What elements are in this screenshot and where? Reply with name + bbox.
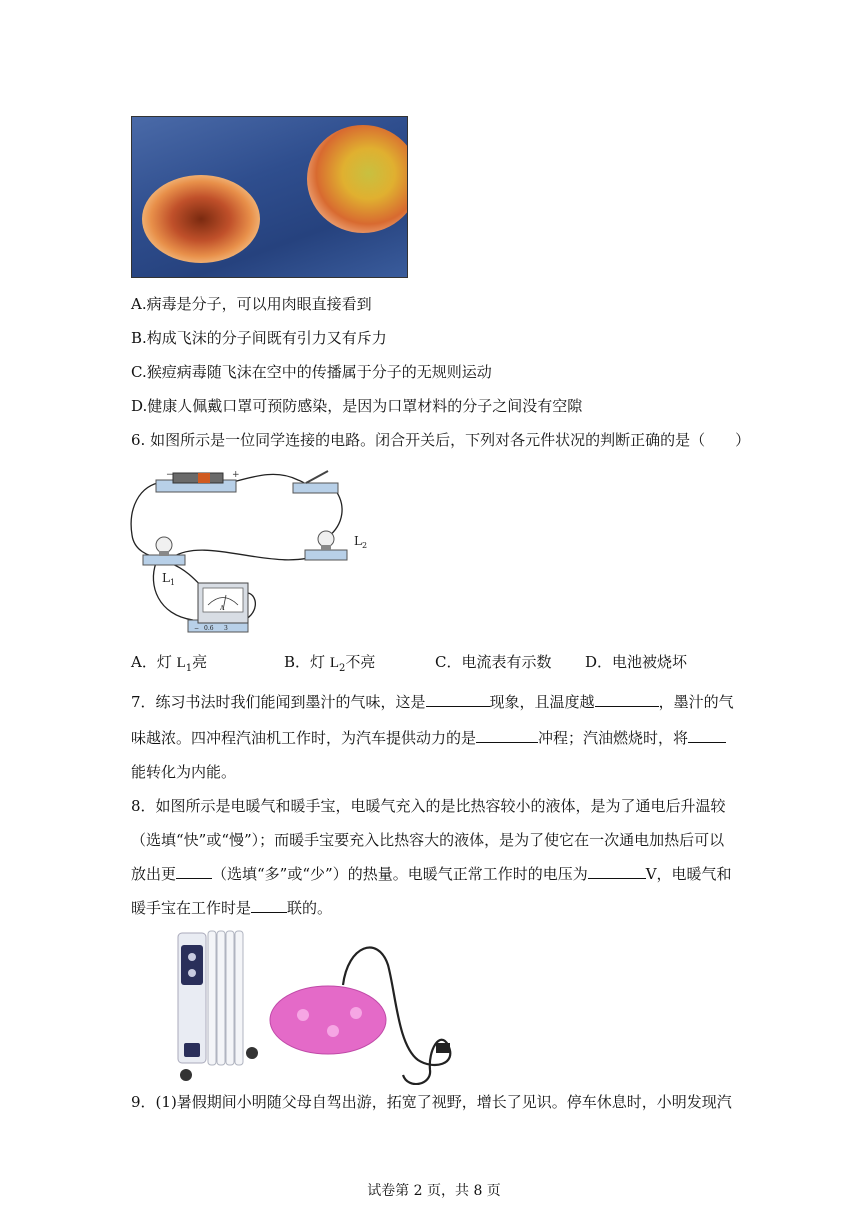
q6-option-d: D．电池被烧坏 (585, 653, 688, 671)
heater-and-handwarmer-photo (168, 925, 468, 1085)
q7-line-2: 味越浓。四冲程汽油机工作时，为汽车提供动力的是 冲程；汽油燃烧时，将 (131, 728, 726, 748)
q8-line-3: 放出更 （选填“多”或“少”）的热量。电暖气正常工作时的电压为 V，电暖气和 (131, 865, 732, 883)
q6-option-b: B．灯 $L_2$不亮 (284, 653, 376, 674)
q6-stem: 6. 如图所示是一位同学连接的电路。闭合开关后，下列对各元件状况的判断正确的是（ ） (131, 431, 751, 449)
q7-blank-3 (476, 728, 538, 743)
q6-option-c: C．电流表有示数 (435, 653, 552, 671)
ammeter-letter: A (220, 605, 225, 612)
q5-option-c: C.猴痘病毒随飞沫在空中的传播属于分子的无规则运动 (131, 363, 492, 381)
q7-line-3: 能转化为内能。 (131, 763, 237, 781)
q7-blank-1 (426, 692, 490, 707)
q8-line-2: （选填“快”或“慢”）；而暖手宝要充入比热容大的液体，是为了使它在一次通电加热后可以 (131, 831, 725, 849)
q8-line-4: 暖手宝在工作时是 联的。 (131, 899, 333, 917)
q5-option-a: A.病毒是分子，可以用肉眼直接看到 (131, 295, 372, 313)
page-footer: 试卷第 2 页，共 8 页 (367, 1183, 501, 1199)
q5-option-d: D.健康人佩戴口罩可预防感染，是因为口罩材料的分子之间没有空隙 (131, 397, 583, 415)
q8-blank-3 (588, 864, 646, 879)
q8-line-1: 8．如图所示是电暖气和暖手宝，电暖气充入的是比热容较小的液体，是为了通电后升温较 (131, 797, 726, 815)
lamp-l2-label: $L_2$ (354, 534, 368, 550)
q7-blank-2 (595, 692, 659, 707)
q5-option-b: B.构成飞沫的分子间既有引力又有斥力 (131, 329, 387, 347)
ammeter-3-terminal: 3 (224, 625, 228, 632)
battery-minus-label: − (166, 470, 174, 480)
q8-blank-4 (251, 898, 287, 913)
q6-option-a: A．灯 $L_1$亮 (131, 653, 208, 674)
q7-line-1: 7．练习书法时我们能闻到墨汁的气味，这是 现象，且温度越 ，墨汁的气 (131, 693, 734, 711)
q8-blank-2 (176, 864, 212, 879)
circuit-diagram (128, 465, 378, 640)
lamp-l1-label: $L_1$ (162, 571, 176, 587)
battery-plus-label: + (232, 470, 240, 480)
ammeter-minus-terminal: − (194, 625, 200, 632)
q9-line-1: 9．(1)暑假期间小明随父母自驾出游，拓宽了视野，增长了见识。停车休息时，小明发现汽 (131, 1093, 732, 1111)
virus-micrograph (131, 116, 408, 278)
ammeter-06-terminal: 0.6 (204, 625, 214, 632)
q7-blank-4 (688, 728, 726, 743)
